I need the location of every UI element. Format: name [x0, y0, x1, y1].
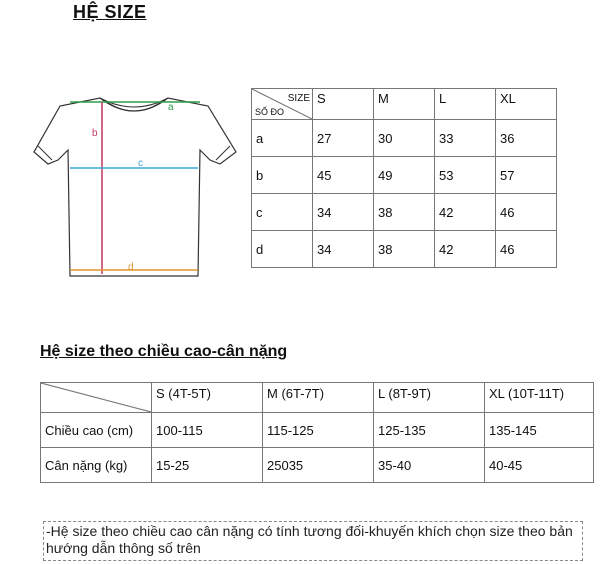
table-row [41, 413, 594, 448]
table-cell: 27 [313, 120, 374, 157]
tshirt-outline [34, 98, 236, 276]
tshirt-sleeve-cuffs [38, 146, 230, 160]
measure-label: c [252, 194, 313, 231]
size-header: XL [496, 89, 557, 120]
hw-header-row [41, 383, 594, 413]
page-title: HỆ SIZE [73, 2, 147, 22]
table-cell: 46 [496, 194, 557, 231]
table-cell: 35-40 [374, 448, 485, 483]
row-label: Cân nặng (kg) [41, 448, 152, 483]
table-row [252, 231, 557, 268]
table-cell: 30 [374, 120, 435, 157]
measure-label-b: b [92, 128, 98, 139]
corner-size-label: SIZE [287, 93, 310, 104]
corner-measure-label: SỐ ĐO [255, 107, 285, 117]
table-cell: 115-125 [263, 413, 374, 448]
row-label: Chiều cao (cm) [41, 413, 152, 448]
size-header: L (8T-9T) [374, 383, 485, 413]
table-cell: 45 [313, 157, 374, 194]
table-row [41, 448, 594, 483]
size-header: S (4T-5T) [152, 383, 263, 413]
table-cell: 46 [496, 231, 557, 268]
table-cell: 42 [435, 194, 496, 231]
table-cell: 15-25 [152, 448, 263, 483]
table-cell: 57 [496, 157, 557, 194]
table-cell: 38 [374, 194, 435, 231]
note-text: -Hệ size theo chiều cao cân nặng có tính tương đối-khuyến khích chọn size theo bản hướng dẫn thông số trên [43, 521, 583, 561]
table-cell: 42 [435, 231, 496, 268]
table-cell: 53 [435, 157, 496, 194]
size-header-row [252, 89, 557, 120]
corner-cell [252, 89, 313, 120]
measure-label: a [252, 120, 313, 157]
height-weight-table [40, 382, 594, 483]
measure-label-c: c [138, 158, 143, 169]
table-cell: 100-115 [152, 413, 263, 448]
measure-label-d: d [128, 262, 134, 273]
size-header: XL (10T-11T) [485, 383, 594, 413]
measure-label-a: a [168, 102, 174, 113]
table-cell: 49 [374, 157, 435, 194]
size-header: S [313, 89, 374, 120]
size-header: L [435, 89, 496, 120]
table-cell: 135-145 [485, 413, 594, 448]
measure-label: d [252, 231, 313, 268]
size-header: M (6T-7T) [263, 383, 374, 413]
table-cell: 125-135 [374, 413, 485, 448]
table-cell: 36 [496, 120, 557, 157]
table-cell: 33 [435, 120, 496, 157]
size-header: M [374, 89, 435, 120]
size-measurement-table [251, 88, 557, 268]
table-cell: 25035 [263, 448, 374, 483]
table-cell: 38 [374, 231, 435, 268]
tshirt-collar [100, 98, 168, 111]
table-row [252, 157, 557, 194]
table-cell: 34 [313, 231, 374, 268]
table-cell: 40-45 [485, 448, 594, 483]
measure-label: b [252, 157, 313, 194]
tshirt-diagram [30, 80, 240, 290]
table-row [252, 120, 557, 157]
table-row [252, 194, 557, 231]
corner-cell [41, 383, 152, 413]
height-weight-title: Hệ size theo chiều cao-cân nặng [40, 343, 288, 360]
table-cell: 34 [313, 194, 374, 231]
